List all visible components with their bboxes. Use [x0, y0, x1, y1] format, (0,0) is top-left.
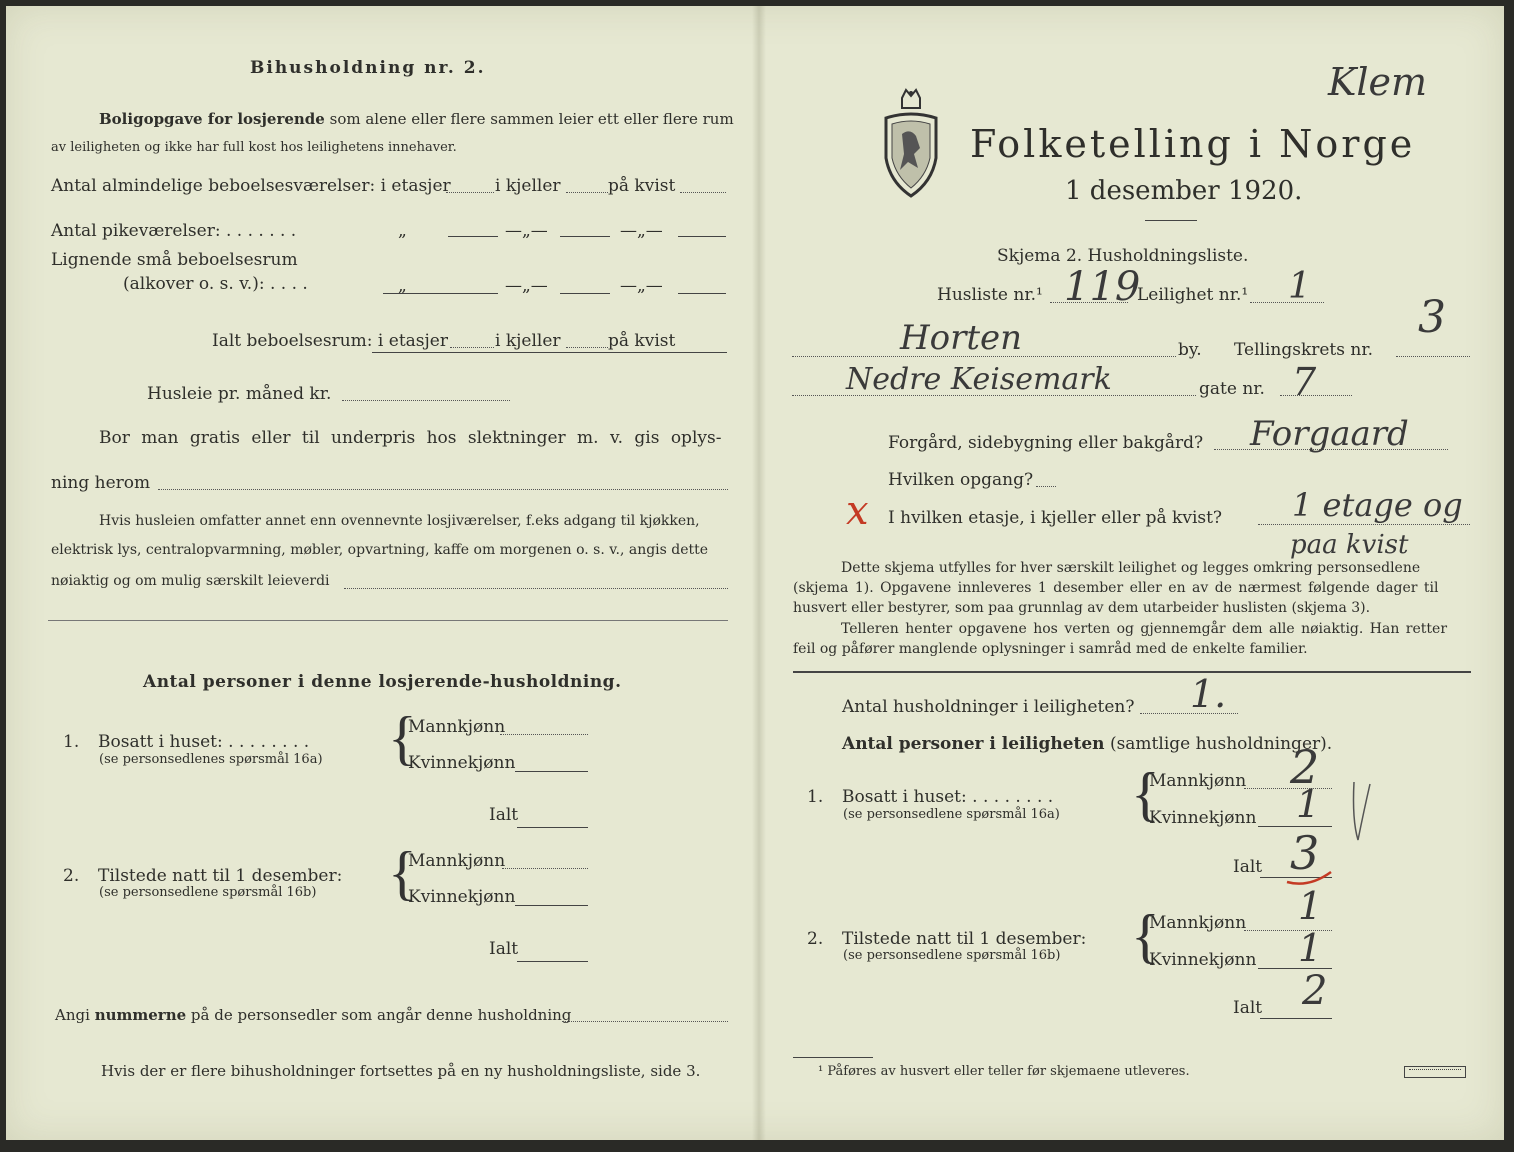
- by-value: Horten: [900, 318, 1023, 358]
- left-q2-sub: (se personsedlene spørsmål 16b): [99, 885, 317, 900]
- ialt-kjeller-label: i kjeller: [495, 331, 561, 351]
- lignende-quote: „: [398, 276, 407, 296]
- gate-value: Nedre Keisemark: [846, 362, 1112, 397]
- opgang-label: Hvilken opgang?: [888, 470, 1034, 490]
- rooms-etasjer-field[interactable]: [446, 192, 494, 193]
- left-antal-heading: Antal personer i denne losjerende-husholdning.: [143, 672, 622, 692]
- right-q2-ialt-label: Ialt: [1233, 998, 1263, 1018]
- opgang-field[interactable]: [1036, 486, 1056, 487]
- left-q1-ialt-label: Ialt: [489, 805, 519, 825]
- gate-label: gate nr.: [1199, 379, 1265, 399]
- ialt-rooms-label: Ialt beboelsesrum: i etasjer: [212, 331, 448, 351]
- pike-dash-1: —„—: [505, 221, 548, 241]
- lignende-dash-1: —„—: [505, 276, 548, 296]
- forgard-value: Forgaard: [1250, 414, 1409, 454]
- lignende-dash-2: —„—: [620, 276, 663, 296]
- lignende-line2: (alkover o. s. v.): . . . .: [123, 274, 308, 294]
- left-q1-ialt-field[interactable]: [517, 827, 588, 828]
- right-q2-sub: (se personsedlene spørsmål 16b): [843, 948, 1061, 963]
- lignende-kvist-field[interactable]: [678, 293, 726, 294]
- note-p1-l2: (skjema 1). Opgavene innleveres 1 desember eller en av de nærmest følgende dager til: [793, 580, 1439, 596]
- pike-etasjer-field[interactable]: [448, 236, 498, 237]
- husliste-value: 119: [1064, 264, 1141, 310]
- coat-of-arms-icon: [880, 88, 942, 200]
- gratis-field[interactable]: [158, 489, 728, 490]
- husliste-label: Husliste nr.¹: [937, 285, 1043, 305]
- left-q1-sub: (se personsedlenes spørsmål 16a): [99, 752, 323, 767]
- left-q2-num: 2.: [63, 866, 80, 886]
- right-divider: [793, 671, 1471, 673]
- left-footer: Hvis der er flere bihusholdninger fortsettes på en ny husholdningsliste, side 3.: [101, 1062, 701, 1080]
- intro-bold: Boligopgave for losjerende: [99, 110, 325, 128]
- right-q2-num: 2.: [807, 929, 824, 949]
- right-q1-label: Bosatt i huset: . . . . . . . .: [842, 787, 1054, 807]
- left-page-title: Bihusholdning nr. 2.: [250, 58, 486, 78]
- right-q1-ialt-label: Ialt: [1233, 857, 1263, 877]
- leilighet-value: 1: [1288, 266, 1311, 307]
- angi-field[interactable]: [562, 1021, 728, 1022]
- etasje-value-1: 1 etage og: [1292, 486, 1463, 524]
- leilighet-label: Leilighet nr.¹: [1137, 285, 1249, 305]
- rooms-label: Antal almindelige beboelsesværelser: i etasjer: [51, 176, 451, 196]
- right-q1-sub: (se personsedlene spørsmål 16a): [843, 807, 1060, 822]
- title-rule: [1145, 220, 1197, 221]
- left-q1-mann-label: Mannkjønn: [408, 717, 506, 737]
- right-q1-kvinne-label: Kvinnekjønn: [1149, 808, 1257, 828]
- lignende-line1: Lignende små beboelsesrum: [51, 250, 298, 270]
- printer-stamp-icon: [1404, 1066, 1466, 1078]
- left-q2-kvinne-field[interactable]: [515, 905, 588, 906]
- right-q1-kvinne-value: 1: [1296, 782, 1321, 826]
- rooms-kvist-label: på kvist: [608, 176, 676, 196]
- right-q2-kvinne-value: 1: [1298, 926, 1323, 970]
- pike-label: Antal pikeværelser: . . . . . . .: [51, 221, 297, 241]
- right-q1-brace: {: [1131, 761, 1160, 827]
- page-fold: [752, 6, 766, 1140]
- right-q1-mann-value: 2: [1290, 740, 1320, 794]
- right-antal-rest: (samtlige husholdninger).: [1109, 734, 1333, 754]
- etasje-field[interactable]: [1258, 524, 1470, 525]
- right-date: 1 desember 1920.: [1065, 176, 1303, 206]
- krets-value: 3: [1418, 292, 1446, 343]
- left-q2-ialt-label: Ialt: [489, 939, 519, 959]
- angi-rest: på de personsedler som angår denne husholdning: [190, 1006, 572, 1024]
- hush-label: Antal husholdninger i leiligheten?: [842, 697, 1135, 717]
- rooms-kjeller-label: i kjeller: [495, 176, 561, 196]
- schema-label: Skjema 2. Husholdningsliste.: [997, 246, 1249, 266]
- etasje-value-2: paa kvist: [1290, 530, 1409, 560]
- left-q1-num: 1.: [63, 732, 80, 752]
- left-q2-mann-field[interactable]: [502, 868, 588, 869]
- left-q2-label: Tilstede natt til 1 desember:: [98, 866, 343, 886]
- right-q2-ialt-field[interactable]: [1260, 1018, 1332, 1019]
- hush-value: 1.: [1190, 672, 1227, 716]
- left-q2-ialt-field[interactable]: [517, 961, 588, 962]
- right-q1-ialt-value: 3: [1290, 826, 1320, 880]
- note-p1-l3: husvert eller bestyrer, som paa grunnlag av dem utarbeider huslisten (skjema 3).: [793, 600, 1371, 616]
- by-label: by.: [1178, 340, 1202, 360]
- krets-label: Tellingskrets nr.: [1234, 340, 1374, 360]
- right-q2-kvinne-label: Kvinnekjønn: [1149, 950, 1257, 970]
- left-q1-label: Bosatt i huset: . . . . . . . .: [98, 732, 310, 752]
- right-antal-bold: Antal personer i leiligheten: [842, 734, 1105, 754]
- right-q2-mann-label: Mannkjønn: [1149, 913, 1247, 933]
- left-q2-mann-label: Mannkjønn: [408, 851, 506, 871]
- intro-rest: som alene eller flere sammen leier ett eller flere rum: [329, 110, 734, 128]
- footnote: ¹ Påføres av husvert eller teller før skjemaene utleveres.: [818, 1064, 1190, 1079]
- pike-dash-2: —„—: [620, 221, 663, 241]
- rooms-kvist-field[interactable]: [680, 192, 726, 193]
- hvis-line1: Hvis husleien omfatter annet enn ovennevnte losjiværelser, f.eks adgang til kjøkken,: [99, 513, 700, 529]
- right-title: Folketelling i Norge: [970, 122, 1416, 166]
- hvis-line3: nøiaktig og om mulig særskilt leieverdi: [51, 573, 330, 589]
- husleie-field[interactable]: [342, 400, 510, 401]
- left-divider: [48, 620, 728, 621]
- krets-field[interactable]: [1396, 356, 1470, 357]
- right-q2-label: Tilstede natt til 1 desember:: [842, 929, 1087, 949]
- rooms-kjeller-field[interactable]: [566, 192, 608, 193]
- note-p2-l2: feil og påfører manglende oplysninger i samråd med de enkelte familier.: [793, 641, 1308, 657]
- footnote-rule: [793, 1057, 873, 1058]
- right-q2-mann-value: 1: [1298, 884, 1323, 928]
- left-q1-kvinne-label: Kvinnekjønn: [408, 753, 516, 773]
- ialt-etasjer-field[interactable]: [450, 347, 494, 348]
- leieverdi-field[interactable]: [344, 588, 728, 589]
- husleie-label: Husleie pr. måned kr.: [147, 384, 332, 404]
- pike-kvist-field[interactable]: [678, 236, 726, 237]
- angi-pre: Angi: [55, 1006, 90, 1024]
- leilighet-field[interactable]: [1250, 302, 1324, 303]
- ialt-kvist-label: på kvist: [608, 331, 676, 351]
- gate-nr-value: 7: [1292, 360, 1317, 404]
- etasje-label: I hvilken etasje, i kjeller eller på kvist?: [888, 508, 1223, 528]
- gratis-line1: Bor man gratis eller til underpris hos slektninger m. v. gis oplys-: [99, 428, 722, 448]
- angi-bold: nummerne: [94, 1006, 187, 1024]
- right-q2-ialt-value: 2: [1302, 968, 1328, 1014]
- left-q1-mann-field[interactable]: [500, 734, 588, 735]
- pike-kjeller-field[interactable]: [560, 236, 610, 237]
- left-q1-kvinne-field[interactable]: [515, 771, 588, 772]
- check-mark-icon: [1350, 780, 1372, 844]
- right-q1-num: 1.: [807, 787, 824, 807]
- ialt-kjeller-field[interactable]: [566, 347, 608, 348]
- forgard-label: Forgård, sidebygning eller bakgård?: [888, 433, 1204, 453]
- left-q2-kvinne-label: Kvinnekjønn: [408, 887, 516, 907]
- right-q2-brace: {: [1131, 903, 1160, 969]
- hvis-line2: elektrisk lys, centralopvarmning, møbler, opvartning, kaffe om morgenen o. s. v., angis dette: [51, 542, 709, 558]
- pike-quote: „: [398, 221, 407, 241]
- left-q1-brace: {: [388, 705, 417, 771]
- right-q1-mann-label: Mannkjønn: [1149, 771, 1247, 791]
- lignende-kjeller-field[interactable]: [560, 293, 610, 294]
- note-p2-l1: Telleren henter opgavene hos verten og gjennemgår dem alle nøiaktig. Han retter: [841, 621, 1448, 637]
- intro-line2: av leiligheten og ikke har full kost hos leilighetens innehaver.: [51, 140, 457, 155]
- corner-note: Klem: [1328, 60, 1428, 104]
- gratis-line2: ning herom: [51, 473, 151, 493]
- left-q2-brace: {: [388, 840, 417, 906]
- ialt-underline: [372, 352, 727, 353]
- note-p1-l1: Dette skjema utfylles for hver særskilt leilighet og legges omkring personsedlene: [841, 560, 1421, 576]
- etasje-red-mark: x: [846, 488, 869, 534]
